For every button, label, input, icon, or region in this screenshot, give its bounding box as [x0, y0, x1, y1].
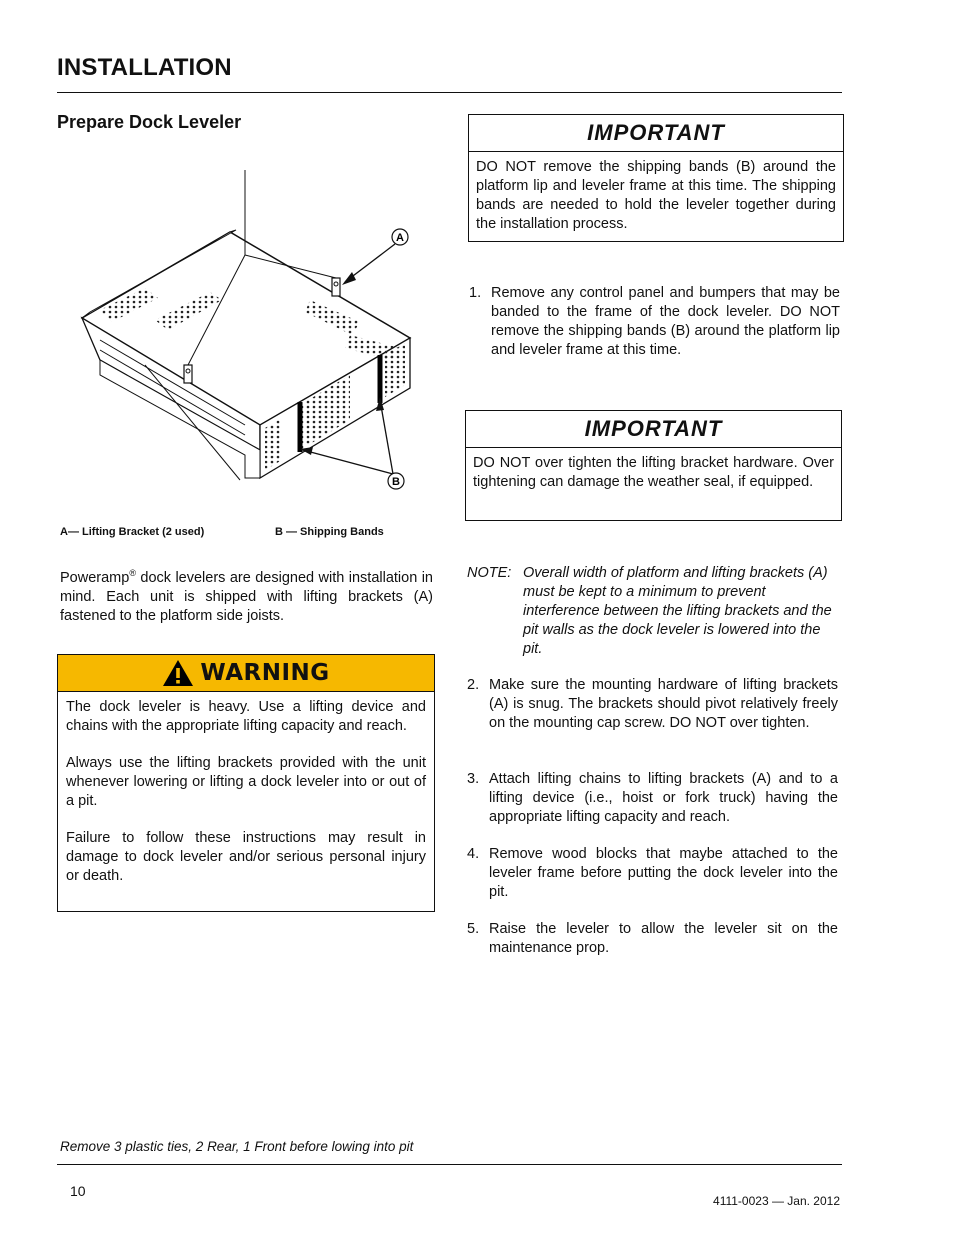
note-label: NOTE:	[467, 565, 512, 581]
section-heading: Prepare Dock Leveler	[57, 112, 242, 132]
step-3	[467, 770, 838, 827]
step-text: Attach lifting chains to lifting brackets (A) and to a lifting device (i.e., hoist or fork truck) having the appropriate lifting capacity and reach.	[489, 771, 838, 825]
warning-body	[58, 692, 434, 892]
note-text: Overall width of platform and lifting brackets (A) must be kept to a minimum to prevent interference between the lifting brackets and the pit walls as the dock leveler is lowered into the pit.	[523, 565, 832, 657]
important-title: IMPORTANT	[584, 416, 723, 441]
figure-caption-a: A— Lifting Bracket (2 used)	[60, 526, 205, 538]
step-text: Raise the leveler to allow the leveler sit on the maintenance prop.	[489, 921, 838, 956]
callout-b-label: B	[392, 476, 400, 488]
dock-leveler-illustration	[60, 160, 440, 505]
warning-header	[58, 655, 434, 692]
warning-paragraph: The dock leveler is heavy. Use a lifting device and chains with the appropriate lifting capacity and reach.	[66, 699, 426, 734]
intro-brand: Poweramp	[60, 569, 130, 586]
footnote: Remove 3 plastic ties, 2 Rear, 1 Front before lowing into pit	[60, 1139, 414, 1154]
important-text: DO NOT over tighten the lifting bracket hardware. Over tightening can damage the weather seal, if equipped.	[473, 455, 834, 490]
step-4	[467, 845, 838, 902]
footer-rule	[57, 1164, 842, 1165]
dock-leveler-figure	[60, 160, 440, 505]
page-title: INSTALLATION	[57, 54, 232, 81]
warning-paragraph: Always use the lifting brackets provided with the unit whenever lowering or lifting a dock leveler into or out of a pit.	[66, 755, 426, 809]
intro-text: dock levelers are designed with installation in mind. Each unit is shipped with lifting brackets (A) fastened to the platform side joists.	[60, 569, 433, 624]
step-2	[467, 676, 838, 733]
step-5	[467, 920, 838, 958]
page-number: 10	[70, 1183, 86, 1199]
warning-paragraph: Failure to follow these instructions may result in damage to dock leveler and/or serious personal injury or death.	[66, 830, 426, 884]
important-header	[466, 411, 841, 448]
step-number: 2.	[467, 677, 480, 693]
important-box-1	[468, 114, 844, 242]
warning-triangle-icon	[162, 659, 194, 687]
important-header	[469, 115, 843, 152]
important-title: IMPORTANT	[587, 120, 725, 145]
registered-mark: ®	[129, 568, 136, 578]
step-text: Remove wood blocks that maybe attached to the leveler frame before putting the dock leveler into the pit.	[489, 846, 838, 900]
warning-box	[57, 654, 435, 912]
warning-label: WARNING	[200, 660, 330, 686]
step-text: Make sure the mounting hardware of lifting brackets (A) is snug. The brackets should pivot relatively freely on the mounting cap screw. DO NOT over tighten.	[489, 677, 838, 731]
figure-caption-b: B — Shipping Bands	[275, 526, 384, 538]
step-number: 3.	[467, 771, 480, 787]
step-number: 4.	[467, 846, 480, 862]
step-number: 1.	[469, 285, 482, 301]
callout-a-label: A	[396, 232, 404, 244]
step-text: Remove any control panel and bumpers that may be banded to the frame of the dock leveler. DO NOT remove the shipping bands (B) around the platform lip and leveler frame at this time.	[491, 285, 840, 358]
note	[467, 564, 839, 659]
header-rule	[57, 92, 842, 93]
important-box-2	[465, 410, 842, 521]
intro-paragraph	[60, 564, 433, 626]
document-reference: 4111-0023 — Jan. 2012	[713, 1194, 840, 1208]
step-1	[469, 284, 840, 360]
step-number: 5.	[467, 921, 480, 937]
important-text: DO NOT remove the shipping bands (B) around the platform lip and leveler frame at this time. The shipping bands are needed to hold the leveler together during the installation process.	[476, 159, 836, 232]
